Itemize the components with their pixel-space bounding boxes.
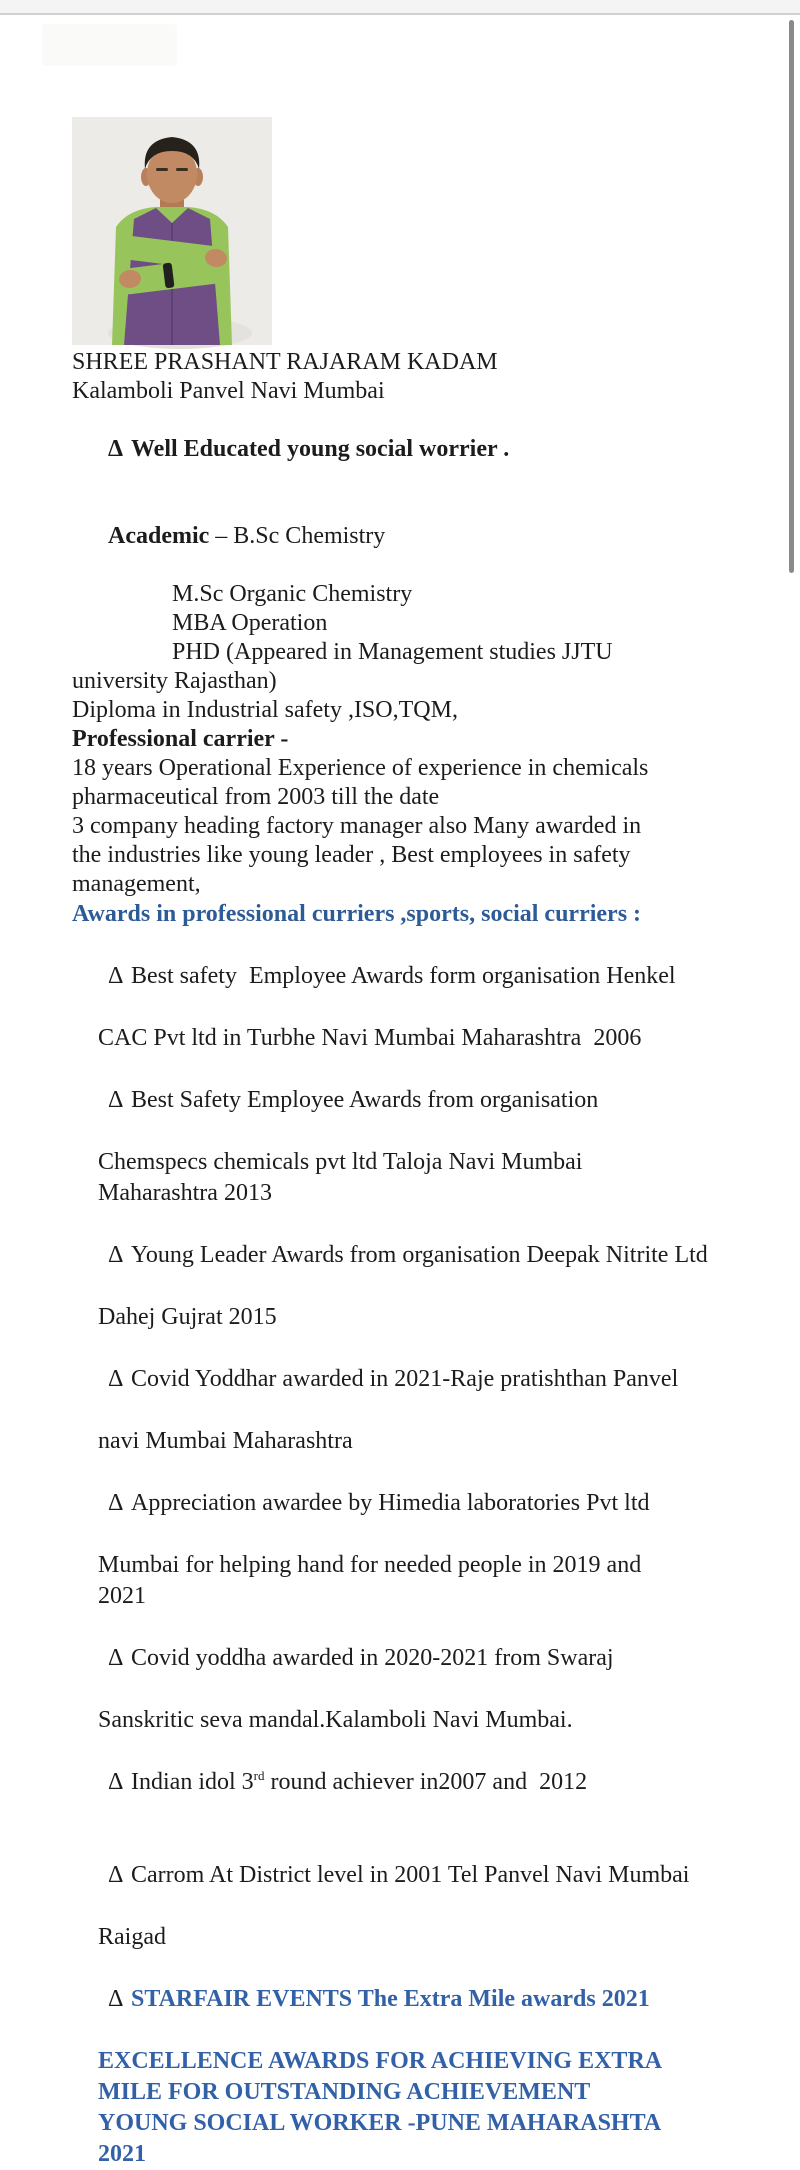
award-item-2-line-2: Chemspecs chemicals pvt ltd Taloja Navi Mumbai [98,1149,583,1175]
delta-bullet: Δ [108,1769,124,1795]
award-item-4-line-1 [72,1333,742,1426]
award-text: Best Safety Employee Awards from organisation [131,1087,599,1113]
professional-line: management, [72,871,201,897]
award-text: Appreciation awardee by Himedia laboratories Pvt ltd [131,1490,650,1516]
award-item-9-line-5: 2021 [98,2141,146,2167]
award-item-2-line-1 [72,1054,742,1147]
academic-first: – B.Sc Chemistry [209,523,386,549]
award-item-5-line-2: Mumbai for helping hand for needed people in 2019 and [98,1552,642,1578]
professional-line: the industries like young leader , Best employees in safety [72,842,631,868]
award-item-3-line-1 [72,1209,742,1302]
award-item-4-line-2: navi Mumbai Maharashtra [98,1428,353,1454]
award-text: Covid yoddha awarded in 2020-2021 from Swaraj [131,1645,614,1671]
delta-bullet: Δ [108,1645,124,1671]
professional-line: pharmaceutical from 2003 till the date [72,784,440,810]
academic-label: Academic [108,523,210,549]
award-item-2-line-3: Maharashtra 2013 [98,1180,272,1206]
scrollbar-thumb[interactable] [789,20,794,573]
delta-bullet: Δ [108,963,124,989]
award-item-9-line-4: YOUNG SOCIAL WORKER -PUNE MAHARASHTA [98,2110,662,2136]
award-item-9-line-1 [72,1953,742,2046]
award-item-8-line-2: Raigad [98,1924,166,1950]
academic-line: MBA Operation [172,610,328,636]
award-item-6-line-2: Sanskritic seva mandal.Kalamboli Navi Mumbai. [98,1707,573,1733]
tagline-text: Well Educated young social worrier . [131,436,510,462]
award-text: Young Leader Awards from organisation Deepak Nitrite Ltd [131,1242,708,1268]
professional-line: 18 years Operational Experience of experience in chemicals [72,755,649,781]
award-item-1-line-1 [72,930,742,1023]
ordinal-superscript: rd [253,1768,265,1783]
tagline [72,406,742,493]
delta-bullet: Δ [108,1986,124,2012]
awards-heading: Awards in professional curriers ,sports, social curriers : [72,901,642,927]
delta-bullet: Δ [108,1490,124,1516]
document-page [72,117,742,2170]
award-text: Carrom At District level in 2001 Tel Panvel Navi Mumbai [131,1862,690,1888]
academic-heading-line [72,493,742,580]
professional-heading: Professional carrier - [72,726,289,752]
award-item-9-line-2: EXCELLENCE AWARDS FOR ACHIEVING EXTRA [98,2048,663,2074]
delta-bullet: Δ [108,1087,124,1113]
award-text: STARFAIR EVENTS The Extra Mile awards 2021 [131,1986,650,2012]
award-text: Covid Yoddhar awarded in 2021-Raje pratishthan Panvel [131,1366,679,1392]
academic-line: PHD (Appeared in Management studies JJTU [172,639,613,665]
delta-bullet: Δ [108,1366,124,1392]
person-address: Kalamboli Panvel Navi Mumbai [72,378,385,404]
award-item-7-line-1 [72,1736,742,1829]
delta-bullet: Δ [108,1242,124,1268]
delta-bullet: Δ [108,1862,124,1888]
academic-line: M.Sc Organic Chemistry [172,581,413,607]
award-item-5-line-3: 2021 [98,1583,146,1609]
faint-watermark [42,24,177,66]
award-item-9-line-3: MILE FOR OUTSTANDING ACHIEVEMENT [98,2079,591,2105]
award-item-3-line-2: Dahej Gujrat 2015 [98,1304,277,1330]
award-text-pre: Indian idol 3 [131,1769,254,1795]
award-item-8-line-1 [72,1829,742,1922]
delta-bullet: Δ [108,436,124,462]
award-item-1-line-2: CAC Pvt ltd in Turbhe Navi Mumbai Maharashtra 2006 [98,1025,642,1051]
award-text-post: round achiever in2007 and 2012 [264,1769,588,1795]
person-name: SHREE PRASHANT RAJARAM KADAM [72,349,498,375]
award-text: Best safety Employee Awards form organisation Henkel [131,963,676,989]
diploma-line: Diploma in Industrial safety ,ISO,TQM, [72,697,458,723]
profile-photo [72,117,272,345]
award-item-6-line-1 [72,1612,742,1705]
award-item-5-line-1 [72,1457,742,1550]
professional-line: 3 company heading factory manager also Many awarded in [72,813,642,839]
academic-wrap-line: university Rajasthan) [72,668,277,694]
top-bar [0,0,800,15]
